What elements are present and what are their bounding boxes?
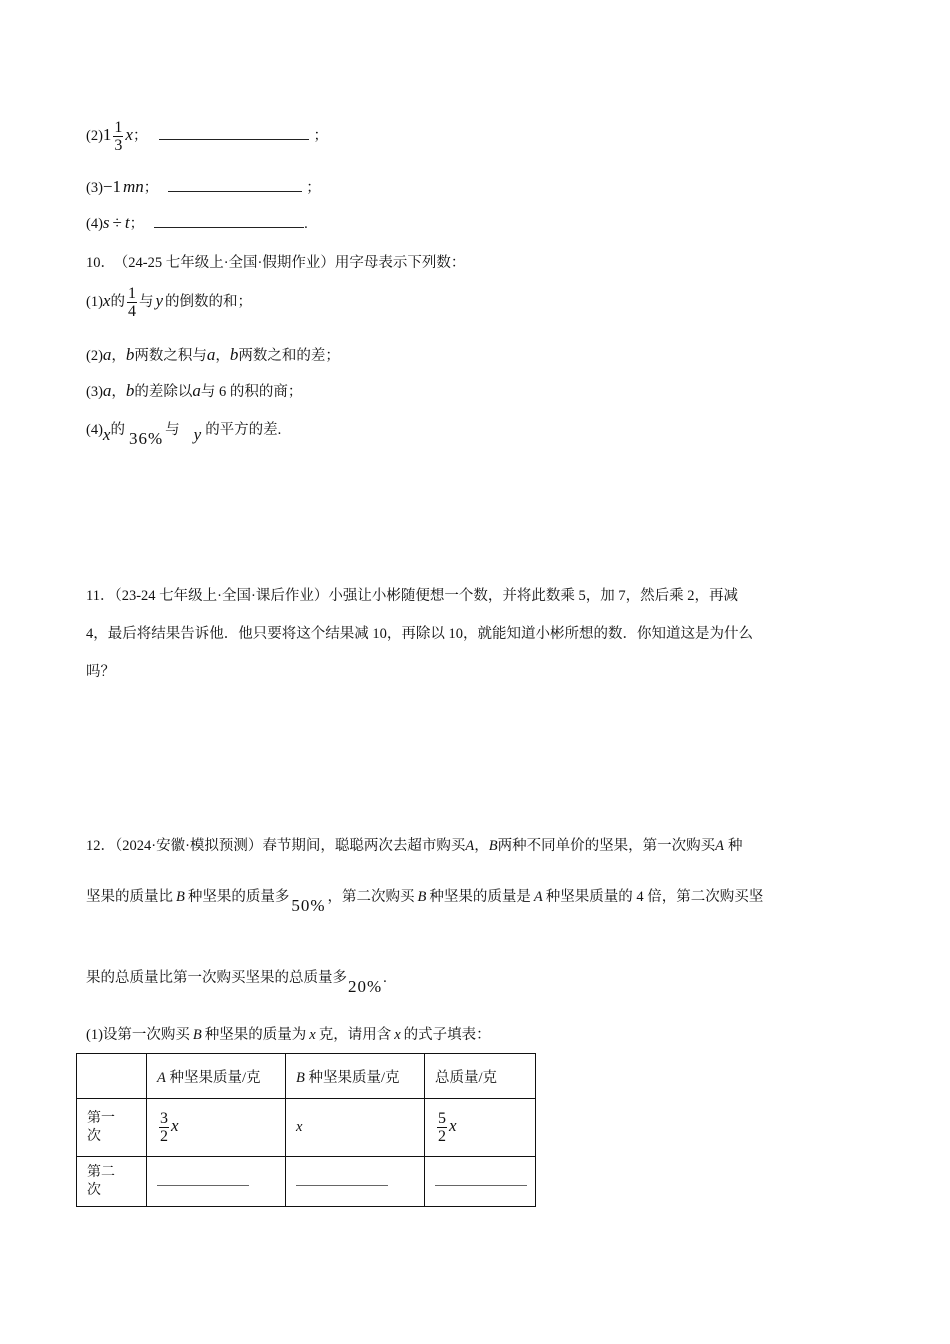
table-r1-b-var: x xyxy=(296,1119,303,1135)
q12-l2-percent: 50% xyxy=(291,896,326,915)
q10-i1-fraction xyxy=(127,285,137,320)
table-r1-a xyxy=(147,1099,286,1157)
table-r1-a-num: 3 xyxy=(160,1110,168,1127)
q10-i4-t3: 的平方的差. xyxy=(205,422,282,438)
q12-line-3 xyxy=(86,966,387,996)
q12-l3-a: 果的总质量比第一次购买坚果的总质量多 xyxy=(86,970,347,986)
q12-l2-A: A xyxy=(533,889,543,905)
q10-i3-t1: 的差除以 xyxy=(134,384,193,400)
q10-i4-label: (4) xyxy=(86,422,103,438)
q12-l3-percent: 20% xyxy=(348,977,383,996)
q10-i2-b: b xyxy=(125,345,135,364)
table-r1-head-2: 次 xyxy=(87,1128,101,1144)
q9-item4-answer-blank[interactable] xyxy=(154,213,304,228)
q9-item3-label: (3) xyxy=(86,180,103,196)
q12-sub1-c: 克，请用含 xyxy=(318,1027,392,1043)
q9-item4-label: (4) xyxy=(86,216,103,232)
table-r1-b xyxy=(286,1099,425,1157)
q10-i4-x: x xyxy=(102,425,111,444)
table-row-head-second xyxy=(77,1157,147,1207)
q10-i4-t2: 与 xyxy=(165,422,180,438)
q10-i1-denominator: 4 xyxy=(127,303,136,320)
q9-item-4: (4)s ÷ t； . xyxy=(86,213,308,232)
table-r2-total xyxy=(425,1157,536,1207)
q12-sub1-x: x xyxy=(309,1027,316,1043)
q10-i1-t3: 的倒数的和； xyxy=(165,293,253,310)
q12-line-1 xyxy=(86,834,742,855)
q9-item2-numerator: 1 xyxy=(114,119,123,136)
table-r1-a-den: 2 xyxy=(160,1128,168,1145)
q12-l1-A2: A xyxy=(715,838,724,854)
table-header-a-text: 种坚果质量/克 xyxy=(169,1069,261,1086)
table-r2-a-blank[interactable] xyxy=(157,1173,249,1186)
q9-item2-fraction xyxy=(113,119,123,154)
q10-i4-y: y xyxy=(193,425,202,444)
table-r1-total-den: 2 xyxy=(438,1128,446,1145)
table-r1-total-fraction xyxy=(437,1110,447,1145)
q12-l1-d: 种 xyxy=(727,838,743,854)
q12-l2-e: 种坚果质量的 4 倍，第二次购买坚 xyxy=(545,889,764,905)
q10-i2-a: a xyxy=(102,345,112,364)
q10-i1-label: (1) xyxy=(86,293,103,310)
q11-line-2: 4，最后将结果告诉他．他只要将这个结果减 10，再除以 10，就能知道小彬所想的数．你知道这是为什么 xyxy=(86,626,753,642)
q10-i2-t2: 两数之和的差； xyxy=(238,348,340,364)
q12-l1-B: B xyxy=(488,838,498,854)
q12-l2-B: B xyxy=(176,889,185,905)
table-r2-total-blank[interactable] xyxy=(435,1173,527,1186)
q12-l1-b: ， xyxy=(474,838,489,854)
q10-i2-sep: ， xyxy=(111,348,126,364)
q12-l3-b: . xyxy=(383,970,387,986)
q10-stem-text: 用字母表示下列数： xyxy=(334,255,466,271)
q10-i4-percent: 36% xyxy=(128,429,164,448)
q11-line-3: 吗？ xyxy=(86,664,115,680)
q12-l2-a: 坚果的质量比 xyxy=(86,889,173,905)
nut-mass-table xyxy=(76,1053,536,1207)
q9-item2-denominator: 3 xyxy=(114,137,123,154)
table-header-b-var: B xyxy=(296,1069,305,1086)
q9-item2-whole: 1 xyxy=(102,124,112,144)
table-r1-total-num: 5 xyxy=(438,1110,446,1127)
q9-item2-answer-blank[interactable] xyxy=(159,125,309,140)
table-r2-b-blank[interactable] xyxy=(296,1173,388,1186)
q9-item3-var: mn xyxy=(123,177,144,196)
table-header-a-var: A xyxy=(157,1069,166,1086)
q10-i1-y: y xyxy=(155,290,164,310)
q9-item4-var1: s xyxy=(102,213,110,232)
table-r2-head-2: 次 xyxy=(87,1182,101,1198)
q10-item-3 xyxy=(86,380,302,401)
q10-i4-t1: 的 xyxy=(110,422,125,438)
q9-item2-end: ； xyxy=(313,127,328,144)
table-r1-a-var: x xyxy=(171,1115,179,1135)
q9-item2-var: x xyxy=(125,124,133,144)
q9-item-2: (2)1 $\frac{1}{3}$ x； ； xyxy=(86,119,328,154)
table-r1-a-fraction xyxy=(159,1110,169,1145)
q12-l1-c: 两种不同单价的坚果，第一次购买 xyxy=(497,838,716,854)
q10-i1-x: x xyxy=(102,290,111,310)
q9-item4-end: . xyxy=(304,216,308,232)
q12-sub1-x2: x xyxy=(394,1027,401,1043)
q9-item2-label: (2) xyxy=(86,127,103,144)
q10-i3-b: b xyxy=(125,381,135,400)
q10-i1-t2: 与 xyxy=(138,293,154,310)
q12-sub1-b: 种坚果的质量为 xyxy=(204,1027,307,1043)
q12-l2-c: ，第二次购买 xyxy=(327,889,415,905)
table-r2-head-1: 第二 xyxy=(87,1164,115,1180)
q12-sub1-a: (1)设第一次购买 xyxy=(86,1027,190,1043)
q10-i2-a2: a xyxy=(206,345,216,364)
q9-item4-op: ÷ xyxy=(112,213,122,232)
q10-i3-t2: 与 6 的积的商； xyxy=(200,384,303,400)
table-row xyxy=(77,1157,536,1207)
table-r1-head-1: 第一 xyxy=(87,1110,115,1126)
table-header-total: 总质量/克 xyxy=(425,1054,536,1099)
q10-item-2 xyxy=(86,344,340,365)
q11-line-1: 11．（23-24 七年级上·全国·课后作业）小强让小彬随便想一个数，并将此数乘 5，加 7，然后乘 2，再减 xyxy=(86,588,738,604)
q10-i3-a: a xyxy=(102,381,112,400)
q10-i3-a2: a xyxy=(192,381,201,400)
q9-item3-answer-blank[interactable] xyxy=(168,177,302,192)
q12-line-2 xyxy=(86,885,764,915)
q10-i1-t1: 的 xyxy=(110,293,125,310)
q10-i2-label: (2) xyxy=(86,348,103,364)
q10-i1-numerator: 1 xyxy=(127,285,136,302)
q9-item4-var2: t xyxy=(124,213,130,232)
table-header-a xyxy=(147,1054,286,1099)
table-r2-b xyxy=(286,1157,425,1207)
q9-item3-expr: −1 xyxy=(102,177,122,196)
table-header-b xyxy=(286,1054,425,1099)
q12-sub1-d: 的式子填表： xyxy=(403,1027,491,1043)
q12-l2-d: 种坚果的质量是 xyxy=(429,889,531,905)
table-r1-total xyxy=(425,1099,536,1157)
q10-item-4 xyxy=(86,418,282,448)
table-r2-a xyxy=(147,1157,286,1207)
q12-sub-1 xyxy=(86,1023,491,1044)
table-row-head-first xyxy=(77,1099,147,1157)
q10-i2-t1: 两数之积与 xyxy=(134,348,207,364)
q9-item-3: (3)−1 mn； ； xyxy=(86,177,321,196)
table-header-b-text: 种坚果质量/克 xyxy=(308,1069,400,1086)
q12-l2-B2: B xyxy=(417,889,427,905)
table-r1-total-var: x xyxy=(449,1115,457,1135)
table-corner-cell xyxy=(77,1054,147,1099)
table-header-row xyxy=(77,1054,536,1099)
q10-i3-label: (3) xyxy=(86,384,103,400)
q12-l1-a: 12．（2024·安徽·模拟预测）春节期间，聪聪两次去超市购买 xyxy=(86,838,466,854)
q10-i2-b2: b xyxy=(229,345,239,364)
q12-l1-A: A xyxy=(465,838,475,854)
table-row xyxy=(77,1099,536,1157)
q10-i2-sep2: ， xyxy=(215,348,230,364)
q10-i3-sep: ， xyxy=(111,384,126,400)
q10-number: 10． xyxy=(86,255,115,271)
q10-source: （24-25 七年级上·全国·假期作业） xyxy=(121,255,335,271)
q12-l2-b: 种坚果的质量多 xyxy=(187,889,290,905)
q10-stem xyxy=(86,251,465,272)
q9-item3-end: ； xyxy=(306,180,321,196)
q12-sub1-B: B xyxy=(192,1027,202,1043)
q10-item-1 xyxy=(86,285,252,320)
